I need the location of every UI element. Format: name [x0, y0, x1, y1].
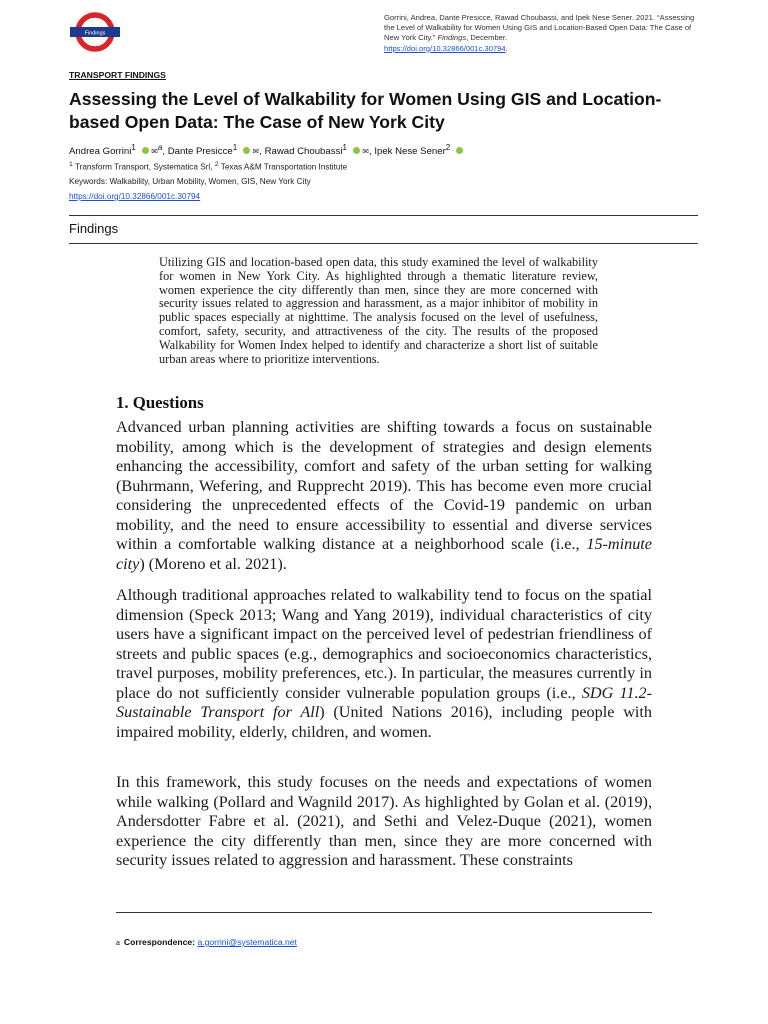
article-title: Assessing the Level of Walkability for Women Using GIS and Location-based Open Data: The Case of New York City — [69, 89, 662, 132]
findings-heading: Findings — [69, 221, 119, 236]
author-name[interactable]: Andrea Gorrini — [69, 146, 132, 158]
orcid-icon[interactable] — [456, 147, 463, 154]
doi-link[interactable]: https://doi.org/10.32866/001c.30794 — [69, 192, 201, 201]
orcid-icon[interactable] — [142, 147, 149, 154]
findings-logo — [69, 11, 121, 53]
citation-title: “Assessing the Level of Walkability for Women Using GIS and Location-Based Open Data: The Case of New York City.” — [384, 13, 695, 43]
author-name[interactable]: Ipek Nese Sener — [374, 146, 446, 158]
citation-date: , December. — [466, 33, 508, 43]
footnote: a Correspondence: a.gorrini@systematica.net — [116, 937, 297, 947]
affiliations: $^1$ Transform Transport, Systematica Srl, $^2$ Texas A&M Transportation Institute — [69, 161, 348, 172]
author-list: Andrea Gorrini$^1$ ✉$^a$, Dante Presicce$^1$ ✉, Rawad Choubassi$^1$ ✉, Ipek Nese Sener$^2$ — [69, 141, 709, 158]
citation-block: Gorrini, Andrea, Dante Presicce, Rawad Choubassi, and Ipek Nese Sener. 2021. “Assessing the Level of Walkability for Women Using GIS and Location-Based Open Data: The Case of New York City.” Findings, December. https://doi.org/10.32866/001c.30794. — [384, 13, 695, 53]
keywords: Keywords: Walkability, Urban Mobility, Women, GIS, New York City — [69, 177, 311, 186]
author-name[interactable]: Rawad Choubassi — [264, 146, 343, 158]
citation-doi-link[interactable]: https://doi.org/10.32866/001c.30794 — [384, 43, 506, 53]
section-heading: 1. Questions — [116, 393, 204, 412]
citation-journal: Findings — [437, 33, 467, 43]
orcid-icon[interactable] — [353, 147, 360, 154]
section-label[interactable]: TRANSPORT FINDINGS — [69, 70, 166, 80]
abstract: Utilizing GIS and location-based open data, this study examined the level of walkability for women in New York City. As highlighted through a thematic literature review, women experience the city differently than men, since they are more concerned with security issues related to aggression and harassment, as a major inhibitor of mobility in public spaces especially at nighttime. The analysis focused on the level of usefulness, comfort, safety, security, and attractiveness of the city. The results of the proposed Walkability for Women Index helped to identify and characterize a short list of suitable urban areas where to prioritize interventions. — [159, 255, 598, 366]
divider — [69, 243, 698, 244]
footnote-divider — [116, 912, 652, 913]
email-icon[interactable]: ✉ — [252, 147, 260, 157]
body-paragraph: In this framework, this study focuses on the needs and expectations of women while walking (Pollard and Wagnild 2017). As highlighted by Golan et al. (2019), Andersdotter Fabre et al. (2021), and Sethi and Velez-Duque (2021), women experience the city differently than men, since they are more concerned with security issues related to aggression and harassment. These constraints — [116, 773, 652, 869]
correspondence-email-link[interactable]: a.gorrini@systematica.net — [197, 937, 297, 947]
citation-authors: Gorrini, Andrea, Dante Presicce, Rawad Choubassi, and Ipek Nese Sener. 2021. — [384, 13, 655, 22]
email-icon[interactable]: ✉ — [151, 147, 158, 157]
body-paragraph: Advanced urban planning activities are shifting towards a focus on sustainable mobility, among which is the development of strategies and design elements enhancing the accessibility, comfort and safety of the urban setting for walking (Buhrmann, Wefering, and Rupprecht 2019). This has become even more crucial considering the unprecedented effects of the Covid-19 pandemic on urban mobility, and the need to ensure accessibility to essential and diverse services within a comfortable walking distance at a neighborhood scale (i.e., 15-minute city) (Moreno et al. 2021). — [116, 418, 652, 573]
divider — [69, 215, 698, 216]
logo-text: Findings — [84, 30, 106, 37]
author-name[interactable]: Dante Presicce — [167, 146, 233, 158]
email-icon[interactable]: ✉ — [362, 147, 369, 157]
orcid-icon[interactable] — [243, 147, 250, 154]
body-paragraph: Although traditional approaches related to walkability tend to focus on the spatial dimension (Speck 2013; Wang and Yang 2019), individual characteristics of city users have a significant impact on the perceived level of pedestrian friendliness of streets and public spaces (e.g., demographics and socioeconomics characteristics, travel purposes, mobility preferences, etc.). In particular, the measures currently in place do not sufficiently consider vulnerable population groups (i.e., SDG 11.2-Sustainable Transport for All) (United Nations 2016), including people with impaired mobility, elderly, children, and women. — [116, 586, 652, 741]
